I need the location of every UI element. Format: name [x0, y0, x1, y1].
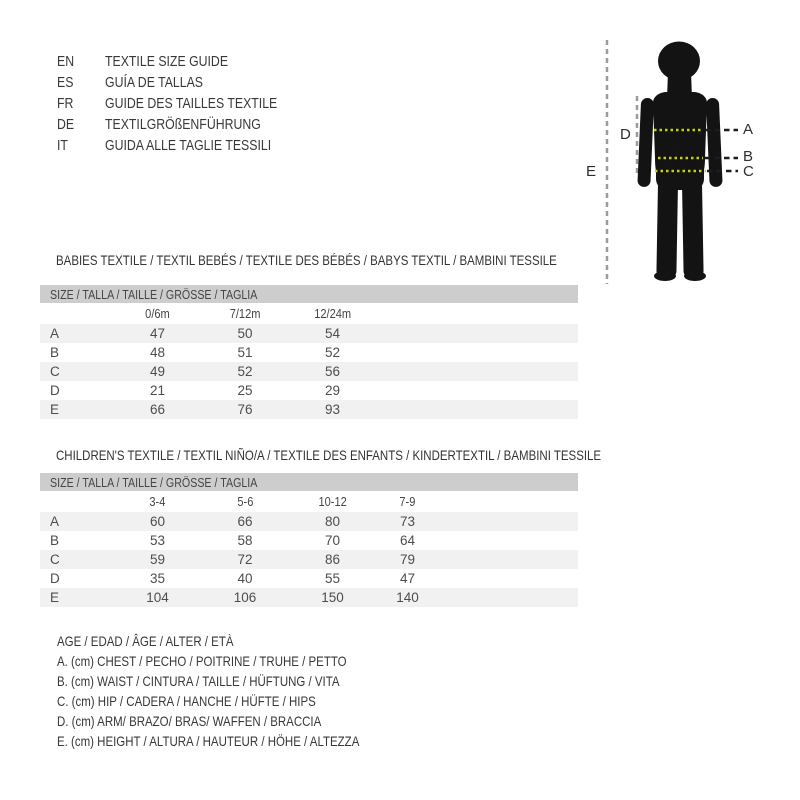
size-cell: 29 — [324, 383, 341, 398]
children-row-b — [40, 531, 578, 550]
children-section-heading — [56, 447, 721, 463]
size-cell: 66 — [149, 402, 166, 417]
lang-code: IT — [57, 137, 68, 154]
children-age-row — [40, 491, 578, 512]
children-heading-text: CHILDREN'S TEXTILE / TEXTIL NIÑO/A / TEXTILE DES ENFANTS / KINDERTEXTIL / BAMBINI TESSILE — [56, 447, 602, 463]
size-cell: 52 — [237, 364, 253, 379]
row-label: C — [50, 552, 60, 567]
size-cell: 79 — [399, 552, 416, 567]
babies-row-b — [40, 343, 578, 362]
age-col: 7/12m — [229, 306, 261, 321]
lang-title: TEXTILGRÖßENFÜHRUNG — [105, 116, 261, 133]
size-cell: 53 — [149, 533, 166, 548]
size-cell: 59 — [149, 552, 166, 567]
size-cell: 60 — [149, 514, 166, 529]
children-size-table — [40, 473, 578, 607]
row-label: D — [50, 383, 60, 398]
lang-code: DE — [57, 116, 75, 133]
child-silhouette — [637, 42, 722, 282]
size-cell: 52 — [324, 345, 341, 360]
lang-title: GUIDE DES TAILLES TEXTILE — [105, 95, 278, 112]
size-cell: 76 — [237, 402, 253, 417]
figure-label-a: A — [743, 121, 754, 138]
age-col: 5-6 — [237, 494, 253, 509]
figure-label-d: D — [620, 126, 631, 143]
row-label: D — [50, 571, 60, 586]
lang-title: GUIDA ALLE TAGLIE TESSILI — [105, 137, 272, 154]
age-col: 7-9 — [399, 494, 416, 509]
size-cell: 66 — [237, 514, 253, 529]
children-row-c — [40, 550, 578, 569]
lang-code: FR — [57, 95, 74, 112]
size-cell: 21 — [149, 383, 166, 398]
size-cell: 51 — [237, 345, 253, 360]
row-label: E — [50, 402, 60, 417]
babies-row-a — [40, 324, 578, 343]
size-cell: 47 — [399, 571, 416, 586]
figure-label-e: E — [586, 163, 597, 180]
measurement-legend — [57, 631, 426, 751]
size-cell: 49 — [149, 364, 166, 379]
babies-size-table — [40, 285, 578, 419]
size-cell: 25 — [237, 383, 253, 398]
size-cell: 58 — [237, 533, 253, 548]
silhouette-left-foot — [654, 271, 676, 281]
age-col: 0/6m — [145, 306, 170, 321]
row-label: A — [50, 326, 60, 341]
lang-title: GUÍA DE TALLAS — [105, 74, 203, 91]
size-cell: 47 — [149, 326, 166, 341]
age-col: 3-4 — [149, 494, 166, 509]
legend-height-line: E. (cm) HEIGHT / ALTURA / HAUTEUR / HÖHE / ALTEZZA — [57, 733, 360, 749]
size-cell: 54 — [324, 326, 341, 341]
size-cell: 140 — [396, 590, 419, 605]
legend-arm-line: D. (cm) ARM/ BRAZO/ BRAS/ WAFFEN / BRACCIA — [57, 713, 322, 729]
size-cell: 55 — [324, 571, 341, 586]
size-cell: 56 — [324, 364, 341, 379]
babies-heading-text: BABIES TEXTILE / TEXTIL BEBÉS / TEXTILE DES BÉBÉS / BABYS TEXTIL / BAMBINI TESSILE — [56, 252, 557, 268]
age-col: 12/24m — [314, 306, 351, 321]
size-cell: 72 — [237, 552, 253, 567]
children-row-a — [40, 512, 578, 531]
babies-row-e — [40, 400, 578, 419]
legend-age-line: AGE / EDAD / ÂGE / ALTER / ETÀ — [57, 633, 234, 649]
lang-code: ES — [57, 74, 74, 91]
size-cell: 80 — [324, 514, 341, 529]
legend-waist-line: B. (cm) WAIST / CINTURA / TAILLE / HÜFTUNG / VITA — [57, 673, 340, 689]
size-cell: 150 — [321, 590, 344, 605]
legend-chest-line: A. (cm) CHEST / PECHO / POITRINE / TRUHE / PETTO — [57, 653, 347, 669]
row-label: E — [50, 590, 60, 605]
lang-title: TEXTILE SIZE GUIDE — [105, 53, 229, 70]
size-cell: 35 — [149, 571, 166, 586]
size-cell: 86 — [324, 552, 341, 567]
silhouette-right-leg — [682, 178, 704, 278]
size-cell: 40 — [237, 571, 253, 586]
row-label: B — [50, 533, 60, 548]
size-header-text: SIZE / TALLA / TAILLE / GRÖSSE / TAGLIA — [50, 286, 258, 302]
size-cell: 64 — [399, 533, 416, 548]
silhouette-left-arm — [637, 98, 654, 187]
babies-age-row — [40, 303, 578, 324]
babies-section-heading — [56, 252, 667, 268]
size-cell: 104 — [146, 590, 169, 605]
size-header-text: SIZE / TALLA / TAILLE / GRÖSSE / TAGLIA — [50, 474, 258, 490]
size-cell: 106 — [233, 590, 257, 605]
size-cell: 48 — [149, 345, 166, 360]
size-cell: 73 — [399, 514, 416, 529]
silhouette-right-foot — [684, 271, 706, 281]
figure-label-b: B — [743, 148, 754, 165]
age-col: 10-12 — [318, 494, 347, 509]
size-cell: 50 — [237, 326, 253, 341]
size-cell: 70 — [324, 533, 341, 548]
row-label: A — [50, 514, 60, 529]
row-label: B — [50, 345, 60, 360]
silhouette-right-arm — [706, 98, 723, 187]
babies-row-d — [40, 381, 578, 400]
row-label: C — [50, 364, 60, 379]
babies-row-c — [40, 362, 578, 381]
figure-label-c: C — [743, 163, 754, 180]
children-row-d — [40, 569, 578, 588]
legend-hip-line: C. (cm) HIP / CADERA / HANCHE / HÜFTE / HIPS — [57, 693, 316, 709]
children-row-e — [40, 588, 578, 607]
lang-code: EN — [57, 53, 75, 70]
size-cell: 93 — [324, 402, 341, 417]
children-size-header-band — [40, 473, 578, 491]
babies-size-header-band — [40, 285, 578, 303]
